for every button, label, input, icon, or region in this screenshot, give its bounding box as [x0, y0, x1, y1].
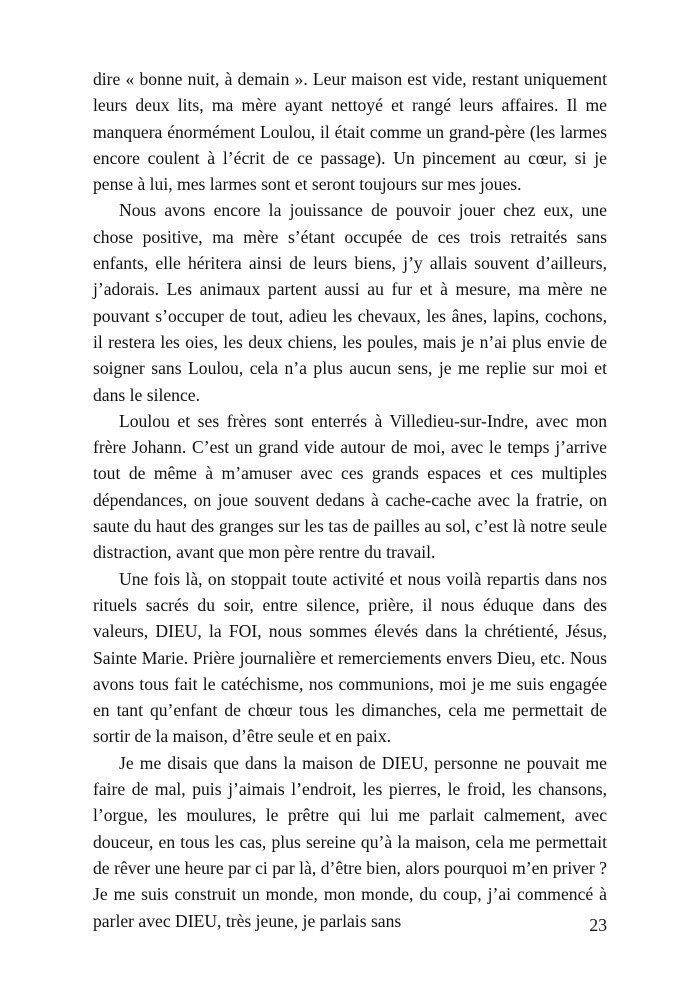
paragraph-1: dire « bonne nuit, à demain ». Leur maison est vide, restant uniquement leurs deux lits, ma mère ayant nettoyé et rangé leurs affaires. Il me manquera énormément Loulou, il était comme un grand-père (les larmes encore coulent à l’écrit de ce passage). Un pincement au cœur, si je pense à lui, mes larmes sont et seront toujours sur mes joues.: [93, 69, 607, 195]
page-number: 23: [589, 915, 607, 935]
paragraph-2: Nous avons encore la jouissance de pouvoir jouer chez eux, une chose positive, ma mère s’étant occupée de ces trois retraités sans enfants, elle héritera ainsi de leurs biens, j’y allais souvent d’ailleurs, j’adorais. Les animaux partent aussi au fur et à mesure, ma mère ne pouvant s’occuper de tout, adieu les chevaux, les ânes, lapins, cochons, il restera les oies, les deux chiens, les poules, mais je n’ai plus envie de soigner sans Loulou, cela n’a plus aucun sens, je me replie sur moi et dans le silence.: [93, 200, 607, 405]
paragraph-3: Loulou et ses frères sont enterrés à Villedieu-sur-Indre, avec mon frère Johann. C’est un grand vide autour de moi, avec le temps j’arrive tout de même à m’amuser avec ces grands espaces et ces multiples dépendances, on joue souvent dedans à cache-cache avec la fratrie, on saute du haut des granges sur les tas de pailles au sol, c’est là notre seule distraction, avant que mon père rentre du travail.: [93, 410, 607, 563]
paragraph-5: Je me disais que dans la maison de DIEU, personne ne pouvait me faire de mal, puis j’aimais l’endroit, les pierres, le froid, les chansons, l’orgue, les moulures, le prêtre qui lui me parlait calmement, avec douceur, en tous les cas, plus sereine qu’à la maison, cela me permettait de rêver une heure par ci par là, d’être bien, alors pourquoi m’en priver ? Je me suis construit un monde, mon monde, du coup, j’ai commencé à parler avec DIEU, très jeune, je parlais sans: [93, 752, 607, 931]
paragraph-4: Une fois là, on stoppait toute activité et nous voilà repartis dans nos rituels sacrés du soir, entre silence, prière, il nous éduque dans des valeurs, DIEU, la FOI, nous sommes élevés dans la chrétienté, Jésus, Sainte Marie. Prière journalière et remerciements envers Dieu, etc. Nous avons tous fait le catéchisme, nos communions, moi je me suis engagée en tant qu’enfant de chœur tous les dimanches, cela me permettait de sortir de la maison, d’être seule et en paix.: [93, 568, 607, 747]
page-body: [93, 66, 607, 934]
